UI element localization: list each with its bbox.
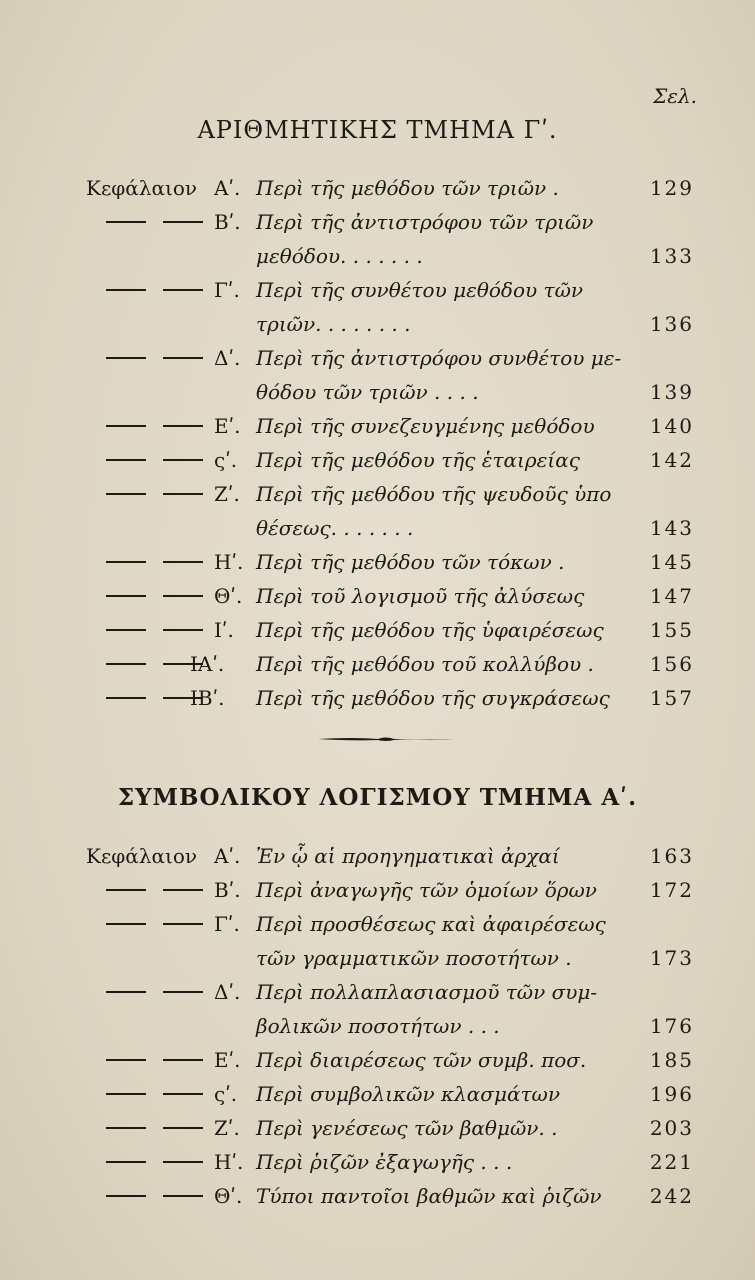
chapter-number: Βʹ. [214,210,241,234]
chapter-title: Περὶ ἀναγωγῆς τῶν ὁμοίων ὅρων [256,878,597,902]
chapter-title: Περὶ συμβολικῶν κλασμάτων [256,1082,560,1106]
page-number: 139 [649,380,694,404]
ditto-dash [163,976,203,993]
page-number: 242 [649,1184,694,1208]
chapter-number: Θʹ. [214,1184,243,1208]
page-number: 147 [649,584,694,608]
section-heading-symbolic: ΣΥΜΒΟΛΙΚΟΥ ΛΟΓΙΣΜΟΥ ΤΜΗΜΑ Αʹ. [117,784,638,811]
toc-entry [0,410,755,442]
chapter-title: Περὶ τῆς μεθόδου τῆς ὑφαιρέσεως [256,618,604,642]
ditto-dash [106,1078,146,1095]
chapter-title: Περὶ τῆς μεθόδου τοῦ κολλύβου . [256,652,594,676]
toc-entry [0,478,755,510]
ditto-dash [106,1044,146,1061]
chapter-number: Δʹ. [214,980,241,1004]
page-number: 133 [649,244,694,268]
toc-entry-continuation [0,376,755,408]
page-number: 129 [649,176,694,200]
page-number: 196 [649,1082,694,1106]
page-number: 176 [649,1014,694,1038]
ditto-dash [163,444,203,461]
chapter-title: Περὶ τῆς μεθόδου τῆς ψευδοῦς ὑπο [256,482,612,506]
toc-entry [0,444,755,476]
chapter-number: Αʹ. [214,844,241,868]
chapter-title: Τύποι παντοῖοι βαθμῶν καὶ ῥιζῶν [256,1184,602,1208]
ditto-dash [163,478,203,495]
ditto-dash [106,1180,146,1197]
ditto-dash [163,1078,203,1095]
chapter-title: Περὶ γενέσεως τῶν βαθμῶν. . [256,1116,558,1140]
chapter-number: Γʹ. [214,278,240,302]
chapter-number: Αʹ. [214,176,241,200]
toc-entry [0,614,755,646]
ditto-dash [106,648,146,665]
page-column-label: Σελ. [653,84,697,108]
chapter-title-continued: θόδου τῶν τριῶν . . . . [256,380,479,404]
ditto-dash [106,1112,146,1129]
chapter-number: Ζʹ. [214,1116,240,1140]
toc-entry-continuation [0,308,755,340]
toc-entry [0,206,755,238]
toc-entry [0,682,755,714]
chapter-number: Θʹ. [214,584,243,608]
chapter-title: Περὶ τῆς συνεζευγμένης μεθόδου [256,414,595,438]
chapter-number: Βʹ. [214,878,241,902]
chapter-number: Ηʹ. [214,1150,244,1174]
page-number: 173 [649,946,694,970]
chapter-number: ΙΑʹ. [190,652,225,676]
toc-entry-continuation [0,512,755,544]
chapter-number: ΙΒʹ. [190,686,225,710]
chapter-number: Ζʹ. [214,482,240,506]
ditto-dash [163,546,203,563]
chapter-title-continued: μεθόδου. . . . . . . [256,244,423,268]
ditto-dash [163,206,203,223]
page-number: 203 [649,1116,694,1140]
toc-entry-continuation [0,942,755,974]
chapter-title: Περὶ τῆς ἀντιστρόφου τῶν τριῶν [256,210,594,234]
ditto-dash [106,444,146,461]
chapter-label: Κεφάλαιον [86,844,198,868]
toc-entry [0,1044,755,1076]
chapter-number: Ιʹ. [214,618,234,642]
chapter-title-continued: τριῶν. . . . . . . . [256,312,411,336]
ditto-dash [106,206,146,223]
chapter-title: Περὶ τῆς συνθέτου μεθόδου τῶν [256,278,584,302]
page-number: 143 [649,516,694,540]
page-number: 156 [649,652,694,676]
toc-entry [0,580,755,612]
ditto-dash [163,1044,203,1061]
chapter-number: Δʹ. [214,346,241,370]
ditto-dash [106,410,146,427]
toc-entry [0,908,755,940]
chapter-title: Περὶ προσθέσεως καὶ ἀφαιρέσεως [256,912,606,936]
ditto-dash [163,1112,203,1129]
toc-entry [0,274,755,306]
toc-entry [0,1112,755,1144]
page-number: 185 [649,1048,694,1072]
section-heading-arithmetic: ΑΡΙΘΜΗΤΙΚΗΣ ΤΜΗΜΑ Γʹ. [197,116,558,144]
page-number: 140 [649,414,694,438]
toc-entry-continuation [0,1010,755,1042]
ditto-dash [163,1180,203,1197]
ditto-dash [106,908,146,925]
page-number: 145 [649,550,694,574]
ornament-divider [318,736,454,742]
ditto-dash [106,546,146,563]
chapter-title: Περὶ τῆς ἀντιστρόφου συνθέτου με- [256,346,622,370]
chapter-number: ςʹ. [214,448,238,472]
toc-entry [0,172,755,204]
page-number: 136 [649,312,694,336]
chapter-title: Περὶ τῆς μεθόδου τῆς ἑταιρείας [256,448,580,472]
chapter-title: Περὶ διαιρέσεως τῶν συμβ. ποσ. [256,1048,587,1072]
chapter-title: Περὶ τοῦ λογισμοῦ τῆς ἀλύσεως [256,584,585,608]
ditto-dash [163,342,203,359]
ditto-dash [106,874,146,891]
ditto-dash [106,274,146,291]
page-number: 157 [649,686,694,710]
ditto-dash [163,274,203,291]
toc-entry [0,1146,755,1178]
toc-entry [0,648,755,680]
ditto-dash [106,478,146,495]
ditto-dash [106,580,146,597]
chapter-title: Περὶ τῆς μεθόδου τῶν τόκων . [256,550,565,574]
toc-entry-continuation [0,240,755,272]
page-number: 142 [649,448,694,472]
chapter-label: Κεφάλαιον [86,176,198,200]
chapter-number: Εʹ. [214,414,241,438]
ditto-dash [106,342,146,359]
ditto-dash [163,1146,203,1163]
ditto-dash [106,614,146,631]
toc-entry [0,1078,755,1110]
toc-entry [0,546,755,578]
chapter-title: Περὶ ῥιζῶν ἐξαγωγῆς . . . [256,1150,513,1174]
chapter-title-continued: τῶν γραμματικῶν ποσοτήτων . [256,946,572,970]
toc-entry [0,874,755,906]
ditto-dash [163,580,203,597]
chapter-number: ςʹ. [214,1082,238,1106]
chapter-title: Περὶ τῆς μεθόδου τῶν τριῶν . [256,176,559,200]
page-number: 163 [649,844,694,868]
chapter-title-continued: θέσεως. . . . . . . [256,516,414,540]
toc-entry [0,840,755,872]
ditto-dash [106,682,146,699]
ditto-dash [163,874,203,891]
toc-entry [0,342,755,374]
chapter-title: Περὶ πολλαπλασιασμοῦ τῶν συμ- [256,980,598,1004]
chapter-title-continued: βολικῶν ποσοτήτων . . . [256,1014,500,1038]
toc-entry [0,1180,755,1212]
page-number: 221 [649,1150,694,1174]
ditto-dash [106,1146,146,1163]
ditto-dash [163,614,203,631]
ditto-dash [163,908,203,925]
chapter-number: Εʹ. [214,1048,241,1072]
ditto-dash [106,976,146,993]
chapter-number: Ηʹ. [214,550,244,574]
chapter-title: Ἐν ᾧ αἱ προηγηματικαὶ ἀρχαί [256,844,560,868]
page-number: 172 [649,878,694,902]
toc-entry [0,976,755,1008]
chapter-title: Περὶ τῆς μεθόδου τῆς συγκράσεως [256,686,610,710]
page-number: 155 [649,618,694,642]
chapter-number: Γʹ. [214,912,240,936]
ditto-dash [163,410,203,427]
